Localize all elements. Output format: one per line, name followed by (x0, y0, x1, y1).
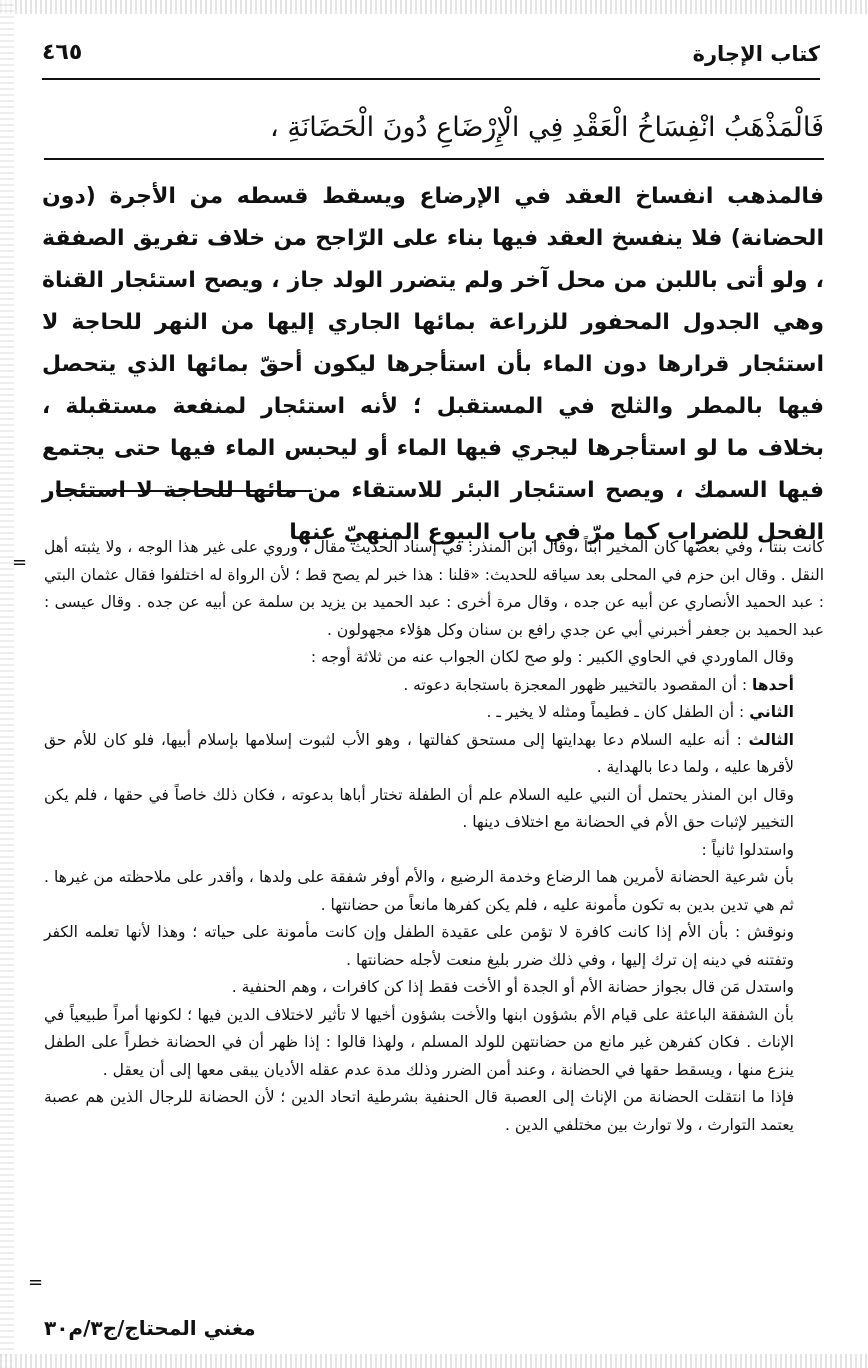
footnote-term: أحدها (751, 675, 794, 694)
footnote-paragraph (44, 699, 824, 727)
footnote-start-marker: = (12, 552, 28, 573)
page-number: ٤٦٥ (42, 40, 83, 65)
footnote-paragraph: كانت بنتاً ، وفي بعضها كان المخير ابناً ،وقال ابن المنذر: في إسناد الحديث مقال ، وروي على غير هذا الوجه ، ولا يثبته أهل النقل . وقال ابن حزم في المحلى بعد سياقه للحديث: «قلنا : هذا خبر لم يصح قط ؛ لأن الرواة له اختلفوا فقال عثمان البتي : عبد الحميد الأنصاري عن أبيه عن جده ، وقال مرة أخرى : عبد الحميد بن يزيد بن سلمة عن أبيه عن جده . وقال عيسى : عبد الحميد بن جعفر أخبرني أبي عن جدي رافع بن سنان وكل هؤلاء مجهولون . (44, 538, 824, 639)
signature-line: مغني المحتاج/ج٣/م٣٠ (44, 1316, 256, 1340)
footnote-text: : أن المقصود بالتخيير ظهور المعجزة باستجابة دعوته . (403, 675, 752, 694)
commentary-rest: فلا ينفسخ العقد فيها بناء على الرّاجح من خلاف تفريق الصفقة ، ولو أتى باللبن من محل آخر ولم يتضرر الولد جاز ، ويصح استئجار القناة وهي الجدول المحفور للزراعة بمائها الجاري إليها من النهر للحاجة لا استئجار قرارها دون الماء بأن استأجرها ليكون أحقّ بمائها الذي يتحصل فيها بالمطر والثلج في المستقبل ؛ لأنه استئجار لمنفعة مستقبلة ، بخلاف ما لو استأجرها ليجري فيها الماء أو ليحبس الماء فيها حتى يجتمع فيها السمك ، ويصح استئجار البئر للاستقاء من مائها للحاجة لا استئجار الفحل للضراب كما مرّ في باب البيوع المنهيّ عنها (42, 226, 824, 545)
scan-edge-left (0, 0, 14, 1368)
footnote-term: الثالث (748, 730, 794, 749)
scan-edge-top (0, 0, 868, 14)
footnotes (44, 534, 824, 1254)
commentary-lead: فالمذهب انفساخ العقد في الإرضاع (419, 184, 824, 209)
footnote-paragraph: واستدل مَن قال بجواز حضانة الأم أو الجدة أو الأخت فقط إذا كن كافرات ، وهم الحنفية . (231, 978, 794, 996)
footnote-paragraph: وقال الماوردي في الحاوي الكبير : ولو صح لكان الجواب عنه من ثلاثة أوجه : (310, 648, 794, 666)
running-header (42, 38, 820, 80)
footnote-text: : أنه عليه السلام دعا بهدايتها إلى مستحق كفالتها ، وهو الأب لثبوت إسلامها بإسلام أبيها، فلو كان للأم حق لأقرها عليه ، ولما دعا بالهداية . (44, 730, 794, 776)
footnote-paragraph: ونوقش : بأن الأم إذا كانت كافرة لا تؤمن على عقيدة الطفل وإن كانت مأمونة على حياته ؛ وهذا لأنها تعلمه الكفر وتفتنه في دينه إن ترك إليها ، وفي ذلك ضرر بليغ منعت لأجله حضانتها . (44, 923, 794, 969)
footnote-paragraph (44, 672, 824, 700)
footnote-text: : أن الطفل كان ـ فطيماً ومثله لا يخير ـ . (486, 703, 750, 721)
footnote-continues-marker: = (28, 1272, 44, 1293)
commentary-quote: (دون الحضانة) (42, 184, 824, 251)
book-title: كتاب الإجارة (692, 42, 820, 66)
commentary-text (42, 176, 824, 545)
footnote-paragraph: بأن شرعية الحضانة لأمرين هما الرضاع وخدمة الرضيع ، والأم أوفر شفقة على ولدها ، وأقدر على ملاحظته من غيرها . ثم هي تدين بدين به تكون مأمونة عليه ، فلم يكن كفرها مانعاً من حضانتها . (44, 868, 794, 914)
footnote-term: الثاني (749, 703, 794, 721)
commentary-part: ويسقط قسطه من الأجرة (95, 184, 420, 209)
footnote-paragraph: بأن الشفقة الباعثة على قيام الأم بشؤون ابنها والأخت بشؤون أخيها لا تأثير لاختلاف الدين فيها ؛ لكونها أمراً طبيعياً في الإناث . فكان كفرهن غير مانع من حضانتهن للولد المسلم ، ولهذا قالوا : إذا ظهر أن في الحضانة خطراً على الطفل ينزع منها ، ويسقط حقها في الحضانة ، وعند أمن الضرر وذلك مدة عدم عقله الأديان يبقى معها إلى أن يعقل . (44, 1005, 794, 1079)
scan-edge-bottom (0, 1354, 868, 1368)
footnote-paragraph (44, 727, 824, 782)
footnote-paragraph: واستدلوا ثانياً : (701, 840, 794, 859)
matn-text: فَالْمَذْهَبُ انْفِسَاخُ الْعَقْدِ فِي الْإِرْضَاعِ دُونَ الْحَضَانَةِ ، (44, 106, 824, 160)
footnote-paragraph: وقال ابن المنذر يحتمل أن النبي عليه السلام علم أن الطفلة تختار أباها بدعوته ، فكان ذلك خاصاً في حقها ، فلم يكن التخيير لإثبات حق الأم في الحضانة مع اختلاف دينها . (44, 785, 794, 831)
footnote-separator (56, 490, 312, 492)
footnote-paragraph: فإذا ما انتقلت الحضانة من الإناث إلى العصبة قال الحنفية بشرطية اتحاد الدين ؛ لأن الحضانة للرجال الذين هم عصبة يعتمد التوارث ، ولا توارث بين مختلفي الدين . (44, 1088, 794, 1134)
